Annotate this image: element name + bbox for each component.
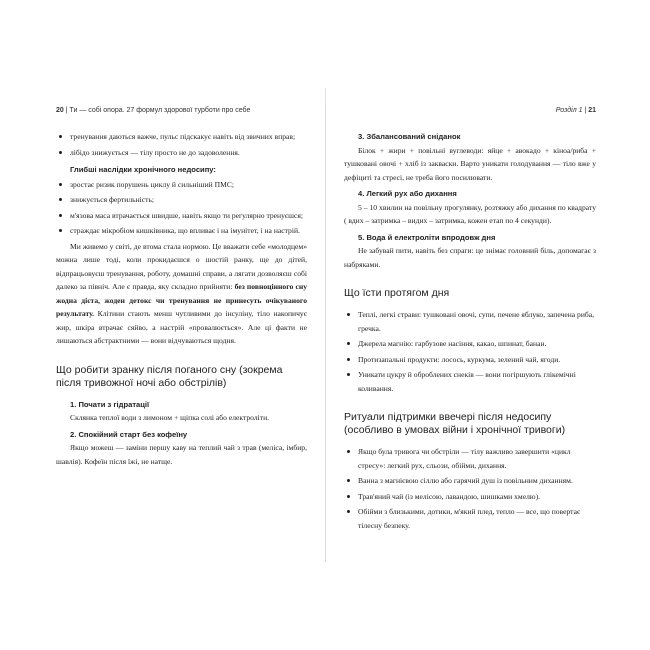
right-page-number: 21 <box>588 107 596 114</box>
list-item: Якщо була тривога чи обстріли — тілу важливо завершити «цикл стресу»: легкий рух, сльози, обійми, дихання. <box>344 445 596 472</box>
right-page <box>326 104 614 562</box>
morning-section-title: Що робити зранку після поганого сну (зокрема після тривожної ночі або обстрілів) <box>56 363 283 389</box>
list-item: знижується фертильність; <box>56 193 307 207</box>
step-text: Склянка теплої води з лимоном + щіпка солі або електроліти. <box>70 413 270 422</box>
list-item: лібідо знижується — тілу просто не до задоволення. <box>56 146 307 160</box>
list-item: тренування даються важче, пульс підскакує навіть від звичних вправ; <box>56 130 307 144</box>
eat-section-title: Що їсти протягом дня <box>344 287 450 299</box>
step-title: 2. Спокійний старт без кофеїну <box>70 429 188 439</box>
chapter-head: Розділ 1 <box>555 107 583 114</box>
deep-consequences-title: Глибші наслідки хронічного недосипу: <box>70 165 216 174</box>
step-title: 1. Почати з гідратації <box>70 399 150 409</box>
step-text: 5 – 10 хвилин на повільну прогулянку, розтяжку або дихання по квадрату ( вдих – затримка – видих – затримка, кожен етап по 4 секунди). <box>344 202 596 225</box>
list-item: страждає мікробіом кишківника, що впливає і на імунітет, і на настрій. <box>56 224 307 238</box>
bold-statement: без повноцінного сну жодна дієта, жоден детокс чи тренування не принесуть очікуваного результату. <box>56 282 307 318</box>
right-running-head: Розділ 1 | 21 <box>555 107 596 114</box>
list-item: Джерела магнію: гарбузове насіння, какао, шпинат, банан. <box>344 337 596 351</box>
ritual-bullet-list <box>344 445 596 532</box>
ritual-section-title: Ритуали підтримки ввечері після недосипу (особливо в умовах війни і хронічної тривоги) <box>344 411 566 436</box>
top-bullet-list <box>56 130 307 159</box>
deep-bullet-list <box>56 178 307 238</box>
step-text: Не забувай пити, навіть без спраги: це знімає головний біль, допомагає з набряками. <box>344 246 596 269</box>
list-item: Уникати цукру й оброблених снеків — вони погіршують глікемічні коливання. <box>344 368 596 395</box>
list-item: Ванна з магнієвою сіллю або гарячий душ із повільним диханням. <box>344 474 596 488</box>
eat-bullet-list <box>344 308 596 395</box>
book-title-head: Ти — собі опора. 27 формул здорової турботи про себе <box>69 107 251 114</box>
list-item: зростає ризик порушень циклу й сильніший ПМС; <box>56 178 307 192</box>
step-title: 5. Вода й електроліти впродовж дня <box>358 232 496 242</box>
step-title: 4. Легкий рух або дихання <box>358 189 457 198</box>
step-title: 3. Збалансований сніданок <box>358 132 461 141</box>
list-item: Теплі, легкі страви: тушковані овочі, супи, печене яблуко, запечена риба, гречка. <box>344 308 596 335</box>
step-text: Якщо можеш — заміни першу каву на теплий чай з трав (меліса, імбир, шавлія). Кофеїн після їжі, не натще. <box>56 443 307 466</box>
list-item: Трав'яний чай (із мелісою, лавандою, шишками хмелю). <box>344 490 596 504</box>
left-page <box>38 104 326 562</box>
left-running-head: 20 | Ти — собі опора. 27 формул здорової турботи про себе <box>56 107 251 114</box>
list-item: Обійми з близькими, дотики, м'який плед, тепло — все, що повертає тілесну безпеку. <box>344 505 596 532</box>
body-paragraph: Ми живемо у світі, де втома стала нормою. Це вважати себе «молодцем» можна лише тоді, коли прокидаєшся о шостій ранку, ще до дітей, відпрацьовуєш тренування, роботу, домашні справи, а лягати дозволяєш собі далеко за північ. Але є правда, яку складно прийняти: без повноцінного сну жодна дієта, жоден детокс чи тренування не принесуть очікуваного результату. Клітини стають менш чутливими до інсуліну, тіло накопичує жир, шкіра втрачає сяйво, а настрій «провалюється». Але ці факти не лишаються абстрактними — вони відчуваються щодня. <box>56 241 307 345</box>
list-item: м'язова маса втрачається швидше, навіть якщо ти регулярно тренуєшся; <box>56 209 307 223</box>
step-text: Білок + жири + повільні вуглеводи: яйце + авокадо + кіноа/риба + тушковані овочі + хліб із закваски. Варто уникати голодування — тіло вже у дефіциті та стресі, не треба його посилювати. <box>344 145 596 182</box>
left-page-number: 20 <box>56 107 64 114</box>
list-item: Протизапальні продукти: лосось, куркума, зелений чай, ягоди. <box>344 353 596 367</box>
